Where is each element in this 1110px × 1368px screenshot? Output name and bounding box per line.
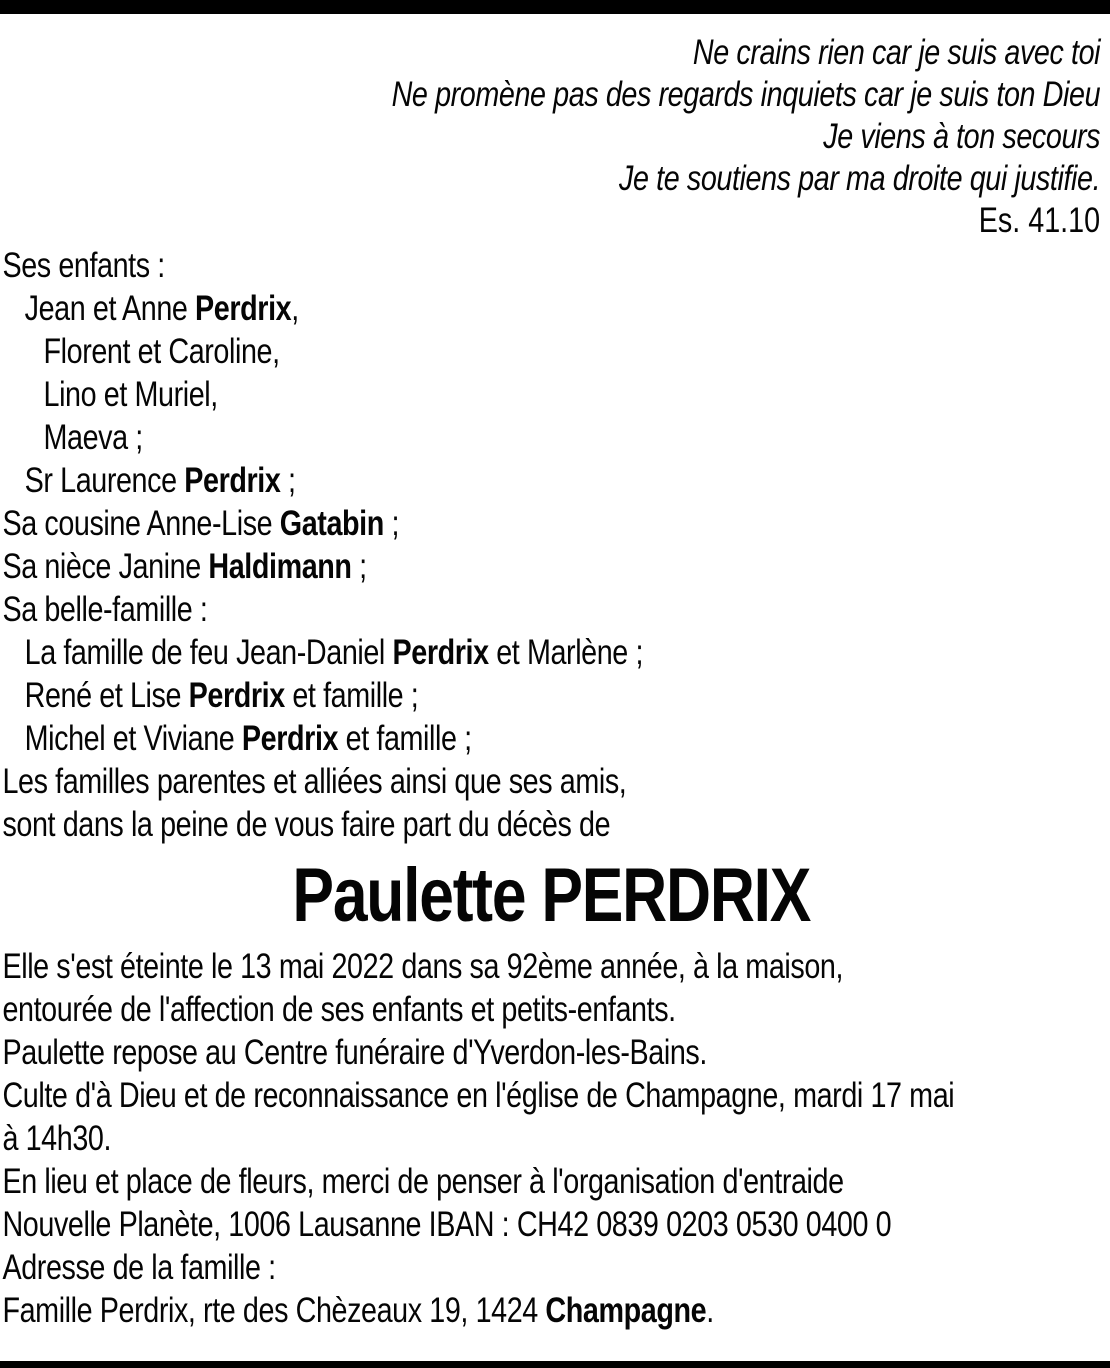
text-line [2,1117,1100,1160]
text-line [2,803,1100,846]
body-text: Sa belle-famille : [2,590,208,629]
deceased-name: Paulette PERDRIX [292,853,811,938]
surname-bold-text: Champagne [545,1291,707,1330]
text-line [2,545,1100,588]
text-line [2,459,1100,502]
text-line [2,1203,1100,1246]
surname-bold-text: Haldimann [208,547,352,586]
body-text: Sa cousine Anne-Lise [2,504,280,543]
top-border-rule [0,0,1110,14]
body-text: En lieu et place de fleurs, merci de penser à l'organisation d'entraide [2,1162,844,1201]
body-text: Les familles parentes et alliées ainsi que ses amis, [2,762,627,801]
body-text: Sa nièce Janine [2,547,209,586]
body-text: Florent et Caroline, [43,332,280,371]
body-text: , [291,289,299,328]
surname-bold-text: Perdrix [195,289,292,328]
text-line [2,158,1100,200]
body-text: Je te soutiens par ma droite qui justifie. [619,159,1101,198]
text-line [2,674,1100,717]
surname-bold-text: Gatabin [279,504,384,543]
body-text: René et Lise [24,676,189,715]
body-text: ; [383,504,400,543]
body-text: Ne crains rien car je suis avec toi [692,33,1101,72]
body-text: Sr Laurence [24,461,185,500]
body-text: Je viens à ton secours [823,117,1101,156]
body-text: à 14h30. [2,1119,112,1158]
text-line [2,588,1100,631]
text-line [2,1246,1100,1289]
body-text: Elle s'est éteinte le 13 mai 2022 dans sa 92ème année, à la maison, [2,947,844,986]
family-list [2,244,1100,846]
text-line [2,32,1100,74]
body-text: Maeva ; [43,418,143,457]
body-text: Ne promène pas des regards inquiets car je suis ton Dieu [391,75,1101,114]
epigraph-quote [2,32,1100,200]
body-text: entourée de l'affection de ses enfants et petits-enfants. [2,990,676,1029]
epigraph-reference: Es. 41.10 [978,201,1101,240]
text-line [2,373,1100,416]
body-text: et famille ; [338,719,472,758]
body-text: Lino et Muriel, [43,375,218,414]
text-line [2,717,1100,760]
surname-bold-text: Perdrix [241,719,339,758]
body-text: Adresse de la famille : [2,1248,276,1287]
text-line [2,74,1100,116]
body-text: Culte d'à Dieu et de reconnaissance en l'église de Champagne, mardi 17 mai [2,1076,955,1115]
text-line [2,244,1100,287]
body-text: Paulette repose au Centre funéraire d'Yverdon-les-Bains. [2,1033,707,1072]
surname-bold-text: Perdrix [392,633,489,672]
text-line [2,1289,1100,1332]
text-line [2,330,1100,373]
text-line [2,416,1100,459]
body-text: Ses enfants : [2,246,165,285]
text-line [2,116,1100,158]
text-line [2,988,1100,1031]
text-line [2,1160,1100,1203]
body-text: Famille Perdrix, rte des Chèzeaux 19, 1424 [2,1291,546,1330]
body-text: Nouvelle Planète, 1006 Lausanne IBAN : CH42 0839 0203 0530 0400 0 [2,1205,892,1244]
text-line [2,1074,1100,1117]
surname-bold-text: Perdrix [188,676,285,715]
text-line [2,502,1100,545]
surname-bold-text: Perdrix [184,461,281,500]
body-text: La famille de feu Jean-Daniel [24,633,393,672]
text-line [2,287,1100,330]
body-text: sont dans la peine de vous faire part du décès de [2,805,611,844]
text-line [2,1031,1100,1074]
body-text: Michel et Viviane [24,719,242,758]
body-text: et famille ; [284,676,419,715]
notice-content [0,14,1110,1332]
text-line [2,760,1100,803]
body-text: . [706,1291,714,1330]
body-text: Jean et Anne [24,289,196,328]
bottom-border-rule [0,1361,1110,1368]
body-text: et Marlène ; [488,633,644,672]
text-line [2,945,1100,988]
body-text: ; [280,461,296,500]
notice-details [2,945,1100,1332]
text-line [2,631,1100,674]
body-text: ; [351,547,367,586]
